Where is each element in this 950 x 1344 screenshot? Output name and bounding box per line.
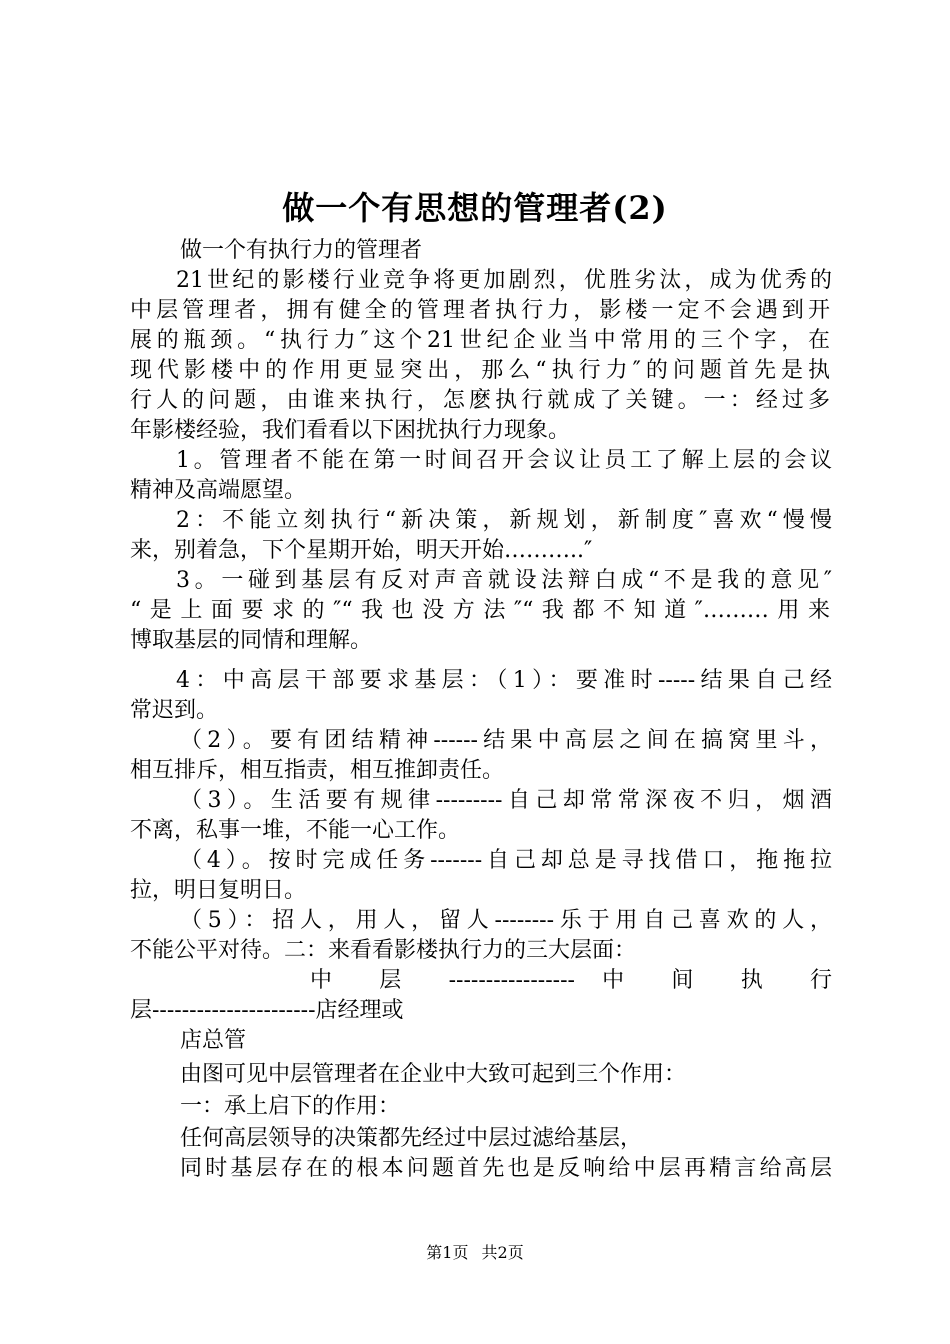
paragraph-line: 4：中高层干部要求基层：（1）：要准时-----结果自己经 [176, 668, 832, 693]
paragraph-line: 行人的问题，由谁来执行，怎麽执行就成了关键。一：经过多 [130, 388, 830, 413]
paragraph-line: （2）。要有团结精神------结果中高层之间在搞窝里斗， [180, 728, 832, 753]
document-title: 做一个有思想的管理者(2) [282, 189, 668, 227]
paragraph-line: 中 层 ----------------- 中 间 执 行 [310, 968, 832, 993]
paragraph-line: 店总管 [180, 1028, 247, 1053]
paragraph-line: 来，别着急，下个星期开始，明天开始………..″ [130, 538, 593, 563]
page-footer [0, 1242, 950, 1264]
paragraph-line: 同时基层存在的根本问题首先也是反响给中层再精言给高层 [180, 1156, 832, 1181]
paragraph-line: 常迟到。 [130, 698, 219, 723]
paragraph-line: （5）：招人，用人，留人--------乐于用自己喜欢的人， [180, 908, 832, 933]
paragraph-line: （3）。生活要有规律---------自己却常常深夜不归，烟酒 [180, 788, 832, 813]
page-total: 共2页 [481, 1243, 524, 1262]
subtitle-line: 做一个有执行力的管理者 [180, 238, 423, 263]
paragraph-line: 一：承上启下的作用： [180, 1094, 401, 1119]
paragraph-line: 2：不能立刻执行“新决策，新规划，新制度″喜欢“慢慢 [176, 508, 832, 533]
paragraph-line: 不能公平对待。二：来看看影楼执行力的三大层面： [130, 938, 637, 963]
paragraph-line: 博取基层的同情和理解。 [130, 628, 373, 653]
paragraph-line: 1。管理者不能在第一时间召开会议让员工了解上层的会议 [176, 448, 832, 473]
paragraph-line: 21世纪的影楼行业竞争将更加剧烈，优胜劣汰，成为优秀的 [176, 268, 832, 293]
paragraph-line: 相互排斥，相互指责，相互推卸责任。 [130, 758, 505, 783]
paragraph-line: 精神及高端愿望。 [130, 478, 307, 503]
paragraph-line: 展的瓶颈。“执行力″这个21世纪企业当中常用的三个字，在 [130, 328, 830, 353]
paragraph-line: （4）。按时完成任务-------自己却总是寻找借口，拖拖拉 [180, 848, 832, 873]
paragraph-line: 现代影楼中的作用更显突出，那么“执行力″的问题首先是执 [130, 358, 830, 383]
paragraph-line: 年影楼经验，我们看看以下困扰执行力现象。 [130, 418, 571, 443]
paragraph-line: 任何高层领导的决策都先经过中层过滤给基层， [180, 1126, 643, 1151]
paragraph-line: 由图可见中层管理者在企业中大致可起到三个作用： [180, 1062, 687, 1087]
paragraph-line: 中层管理者，拥有健全的管理者执行力，影楼一定不会遇到开 [130, 298, 830, 323]
paragraph-line: 层----------------------店经理或 [130, 998, 404, 1023]
paragraph-line: “是上面要求的″“我也没方法″“我都不知道″………用来 [130, 598, 830, 623]
paragraph-line: 拉，明日复明日。 [130, 878, 307, 903]
page-number: 第1页 [426, 1243, 469, 1262]
paragraph-line: 不离，私事一堆，不能一心工作。 [130, 818, 461, 843]
paragraph-line: 3。一碰到基层有反对声音就设法辩白成“不是我的意见″ [176, 568, 832, 593]
